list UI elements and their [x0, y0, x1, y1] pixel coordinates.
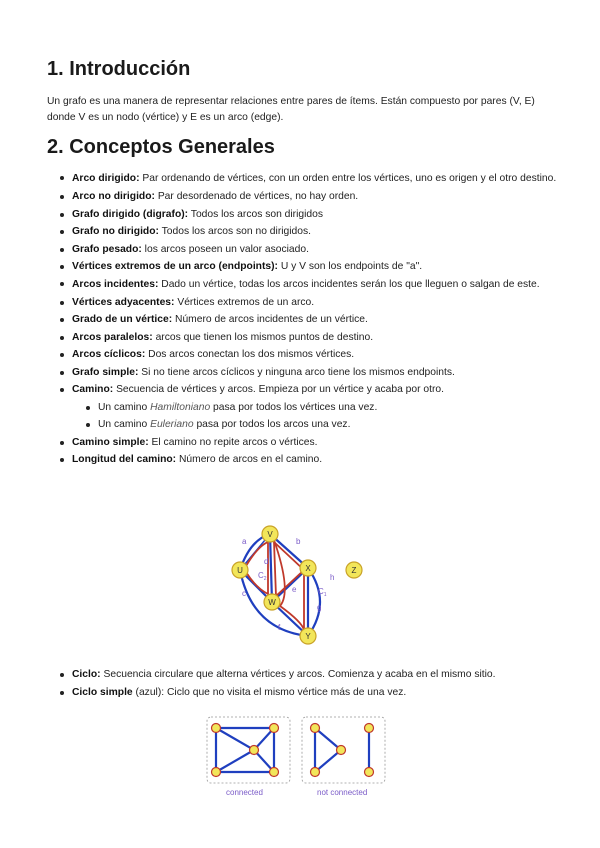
definition: U y V son los endpoints de "a".: [278, 261, 423, 272]
edge-inner2: [216, 750, 254, 772]
definition: Secuencia de vértices y arcos. Empieza por un vértice y acaba por otro.: [113, 384, 445, 395]
vertex: [337, 746, 346, 755]
definition: Todos los arcos son no dirigidos.: [158, 226, 312, 237]
connected-edges: [216, 728, 274, 772]
cycle-label-c2-main: C: [258, 571, 264, 580]
definition: Vértices extremos de un arco.: [174, 296, 315, 308]
list-item: [60, 276, 560, 294]
edge-label-b: b: [296, 537, 301, 546]
emphasis-term: Hamiltoniano: [150, 401, 211, 413]
vertex: [250, 746, 259, 755]
term: Grafo dirigido (digrafo):: [72, 208, 189, 220]
camino-sublist: [72, 399, 560, 434]
term: Vértices adyacentes:: [72, 296, 175, 308]
definition: Dado un vértice, todas los arcos incidentes serán los que lleguen o salgan de este.: [158, 278, 540, 290]
list-item: [60, 170, 560, 188]
term: Arcos paralelos:: [72, 331, 153, 343]
edge-diag: [216, 728, 274, 750]
definition: arcos que tienen los mismos puntos de destino.: [152, 331, 374, 343]
list-item: [60, 294, 560, 312]
vertex-label-v: V: [267, 530, 273, 539]
intro-paragraph: Un grafo es una manera de representar relaciones entre pares de ítems. Están compuesto por pares (V, E) donde V es un nodo (vértice) y E es un arco (edge).: [47, 96, 535, 123]
vertex: [270, 724, 279, 733]
definition: (azul): Ciclo que no visita el mismo vértice más de una vez.: [132, 686, 407, 698]
list-item: [60, 346, 560, 364]
section-heading-conceptos: 2. Conceptos Generales: [47, 136, 275, 158]
term: Camino:: [72, 384, 114, 395]
vertex: [311, 768, 320, 777]
cycle-label-c1-sub: 1: [323, 592, 327, 598]
section-heading-introduccion: 1. Introducción: [47, 58, 191, 80]
term: Ciclo:: [72, 669, 101, 680]
term: Vértices extremos de un arco (endpoints):: [72, 261, 278, 272]
not-connected-graph-figure: [301, 716, 386, 796]
term: Grafo no dirigido:: [72, 226, 159, 237]
caption-not-connected: not connected: [317, 788, 368, 797]
term: Arcos cíclicos:: [72, 349, 146, 360]
term: Grafo simple:: [72, 366, 139, 378]
vertex: [212, 768, 221, 777]
edge-label-a: a: [242, 537, 247, 546]
cycle-label-c2: [258, 571, 267, 582]
sub-text: pasa por todos los vértices una vez.: [210, 401, 378, 413]
list-item: [60, 684, 560, 702]
definition: los arcos poseen un valor asociado.: [141, 243, 309, 255]
edge-label-d: d: [264, 557, 269, 566]
vertex-label-u: U: [237, 566, 243, 575]
list-item: [60, 451, 560, 469]
definition: Número de arcos incidentes de un vértice.: [172, 314, 368, 325]
list-item: [60, 364, 560, 382]
list-item: [60, 311, 560, 329]
sub-text: Un camino: [98, 401, 151, 413]
term: Arco dirigido:: [72, 173, 140, 184]
term: Arcos incidentes:: [72, 278, 159, 290]
term: Arco no dirigido:: [72, 191, 155, 202]
graph-figure: [222, 522, 372, 648]
vertex: [311, 724, 320, 733]
definition: Si no tiene arcos cíclicos y ninguna arco tiene los mismos endpoints.: [138, 366, 455, 378]
edge-label-h: h: [330, 573, 335, 582]
sub-list-item: [86, 399, 560, 417]
list-item: [60, 188, 560, 206]
definition: Dos arcos conectan los dos mismos vértices.: [145, 349, 355, 360]
vertex: [212, 724, 221, 733]
vertex-label-w: W: [268, 598, 276, 607]
edge-label-e: e: [292, 585, 297, 594]
list-item: [60, 258, 560, 276]
caption-connected: connected: [226, 788, 263, 797]
cycle-label-c2-sub: 2: [263, 576, 267, 582]
sub-text: pasa por todos los arcos una vez.: [193, 419, 351, 430]
vertex-label-x: X: [305, 564, 311, 573]
edge-label-g: g: [317, 603, 322, 612]
concepts-list: [60, 170, 560, 469]
connected-graph-figure: [206, 716, 291, 796]
cycle-list: [60, 666, 560, 701]
list-item: [60, 434, 560, 452]
vertex-label-y: Y: [305, 632, 311, 641]
edge-h: [308, 568, 320, 636]
list-item: [60, 381, 560, 434]
vertex: [270, 768, 279, 777]
edge-label-c: c: [242, 589, 246, 598]
list-item: [60, 666, 560, 684]
list-item: [60, 241, 560, 259]
edge-d: [270, 534, 272, 602]
definition: Número de arcos en el camino.: [176, 454, 323, 465]
graph-edges: [240, 534, 320, 636]
list-item: [60, 329, 560, 347]
list-item: [60, 223, 560, 241]
vertex-label-z: Z: [351, 566, 357, 575]
definition: Todos los arcos son dirigidos: [188, 208, 324, 220]
definition: El camino no repite arcos o vértices.: [148, 436, 318, 448]
term: Ciclo simple: [72, 686, 133, 698]
sub-list-item: [86, 416, 560, 434]
list-item: [60, 206, 560, 224]
vertex: [365, 724, 374, 733]
cycle-label-c1-main: C: [318, 587, 324, 596]
term: Camino simple:: [72, 436, 149, 448]
definition: Par ordenando de vértices, con un orden entre los vértices, uno es origen y el otro destino.: [139, 173, 557, 184]
term: Longitud del camino:: [72, 454, 177, 465]
definition: Par desordenado de vértices, no hay orden.: [154, 191, 359, 202]
emphasis-term: Euleriano: [150, 419, 194, 430]
term: Grafo pesado:: [72, 243, 142, 255]
term: Grado de un vértice:: [72, 314, 173, 325]
definition: Secuencia circulare que alterna vértices y arcos. Comienza y acaba en el mismo sitio.: [100, 669, 496, 680]
edge-label-f: f: [278, 623, 281, 632]
edge-outer: [216, 728, 274, 772]
vertex: [365, 768, 374, 777]
sub-text: Un camino: [98, 419, 151, 430]
